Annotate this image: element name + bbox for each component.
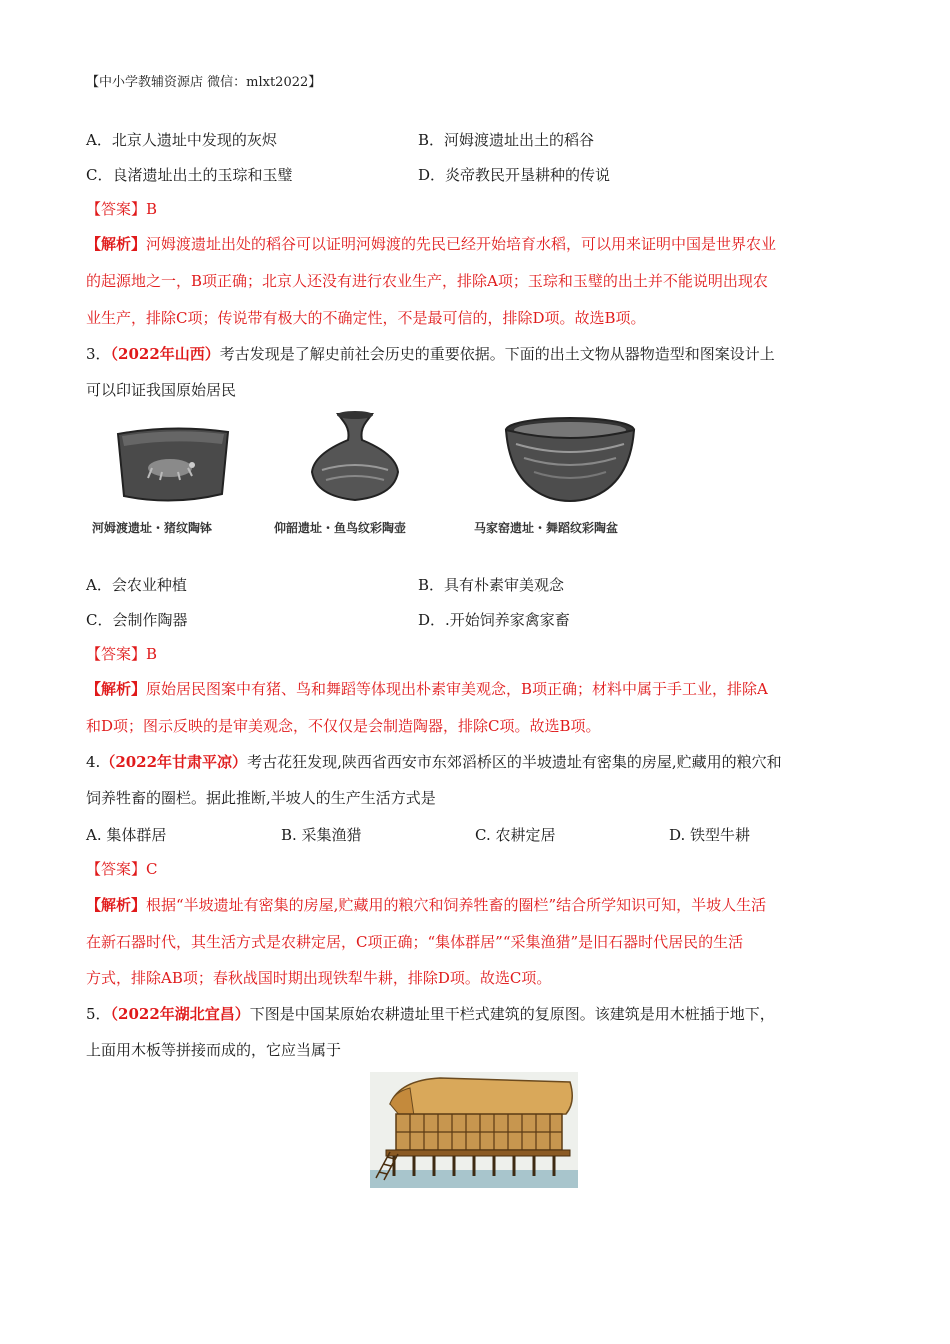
q2-analysis-line-3: 业生产，排除C项；传说带有极大的不确定性，不是最可信的，排除D项。故选B项。 (86, 309, 646, 327)
q3-option-c[interactable]: C．会制作陶器 (86, 611, 188, 629)
artifact-dance-basin-image (500, 414, 640, 510)
q4-option-d[interactable]: D. 铁型牛耕 (669, 826, 751, 844)
q3-answer (86, 644, 157, 664)
q3-answer-label: 【答案】 (86, 645, 147, 663)
q3-analysis-label: 【解析】 (86, 680, 147, 698)
q3-analysis-text-1: 原始居民图案中有猪、鸟和舞蹈等体现出朴素审美观念，B项正确；材料中属于手工业，排除A (146, 680, 768, 698)
caption-pig-bowl: 河姆渡遗址・猪纹陶钵 (92, 521, 213, 535)
q4-stem-line-2: 饲养牲畜的圈栏。据此推断,半坡人的生产生活方式是 (86, 789, 436, 807)
q3-answer-value: B (146, 645, 158, 663)
caption-fish-bird-pot: 仰韶遗址・鱼鸟纹彩陶壶 (274, 521, 407, 535)
q3-analysis-line-1 (86, 679, 768, 699)
q4-source: （2022年甘肃平凉） (100, 753, 248, 771)
q2-option-c[interactable]: C．良渚遗址出土的玉琮和玉璧 (86, 166, 293, 184)
q2-option-b[interactable]: B．河姆渡遗址出土的稻谷 (418, 131, 595, 149)
q3-option-b[interactable]: B．具有朴素审美观念 (418, 576, 565, 594)
q4-answer-label: 【答案】 (86, 860, 147, 878)
page-header: 【中小学教辅资源店 微信：mlxt2022】 (86, 75, 322, 90)
q4-analysis-line-2: 在新石器时代，其生活方式是农耕定居，C项正确；“集体群居”“采集渔猎”是旧石器时代居民的生活 (86, 933, 744, 951)
q5-source: （2022年湖北宜昌） (110, 1005, 250, 1023)
q4-number: 4. (86, 753, 101, 771)
q2-analysis-line-2: 的起源地之一，B项正确；北京人还没有进行农业生产，排除A项；玉琮和玉璧的出土并不能说明出现农 (86, 272, 768, 290)
q3-analysis-line-2: 和D项；图示反映的是审美观念，不仅仅是会制造陶器，排除C项。故选B项。 (86, 717, 601, 735)
q2-analysis-line-1 (86, 234, 776, 254)
q4-option-b[interactable]: B. 采集渔猎 (281, 826, 362, 844)
q3-source: （2022年山西） (110, 345, 220, 363)
q4-analysis-label: 【解析】 (86, 896, 147, 914)
q4-analysis-line-1 (86, 895, 766, 915)
q4-analysis-text-1: 根据“半坡遗址有密集的房屋,贮藏用的粮穴和饲养牲畜的圈栏”结合所学知识可知，半坡人生活 (146, 896, 767, 914)
q3-stem-text-1: 考古发现是了解史前社会历史的重要依据。下面的出土文物从器物造型和图案设计上 (219, 345, 775, 363)
q5-stem-line-2: 上面用木板等拼接而成的，它应当属于 (86, 1041, 342, 1059)
q2-analysis-label: 【解析】 (86, 235, 147, 253)
artifact-pig-bowl-image (112, 420, 232, 514)
q4-option-a[interactable]: A. 集体群居 (86, 826, 167, 844)
q5-number: 5． (86, 1005, 111, 1023)
q3-stem-line-1 (86, 344, 775, 364)
q2-answer (86, 199, 157, 219)
q3-option-d[interactable]: D．.开始饲养家禽家畜 (418, 611, 570, 629)
q2-option-d[interactable]: D．炎帝教民开垦耕种的传说 (418, 166, 611, 184)
q2-option-a[interactable]: A．北京人遗址中发现的灰烬 (86, 131, 277, 149)
q5-stem-line-1 (86, 1004, 775, 1024)
q4-analysis-line-3: 方式，排除AB项；春秋战国时期出现铁犁牛耕，排除D项。故选C项。 (86, 969, 552, 987)
caption-dance-basin: 马家窑遗址・舞蹈纹彩陶盆 (474, 521, 619, 535)
q4-answer (86, 859, 158, 879)
stilt-house-image (370, 1072, 578, 1192)
q3-number: 3． (86, 345, 111, 363)
artifact-fish-bird-pot-image (300, 410, 410, 509)
q3-option-a[interactable]: A．会农业种植 (86, 576, 187, 594)
q4-stem-text-1: 考古花狂发现,陕西省西安市东郊滔桥区的半坡遗址有密集的房屋,贮藏用的粮穴和 (247, 753, 782, 771)
q4-answer-value: C (146, 860, 158, 878)
q2-answer-label: 【答案】 (86, 200, 147, 218)
q3-stem-line-2: 可以印证我国原始居民 (86, 381, 237, 399)
q4-stem-line-1 (86, 752, 782, 772)
q4-option-c[interactable]: C. 农耕定居 (475, 826, 556, 844)
q5-stem-text-1: 下图是中国某原始农耕遗址里干栏式建筑的复原图。该建筑是用木桩插于地下， (249, 1005, 775, 1023)
q2-answer-value: B (146, 200, 158, 218)
q2-analysis-text-1: 河姆渡遗址出处的稻谷可以证明河姆渡的先民已经开始培育水稻，可以用来证明中国是世界农业 (146, 235, 777, 253)
